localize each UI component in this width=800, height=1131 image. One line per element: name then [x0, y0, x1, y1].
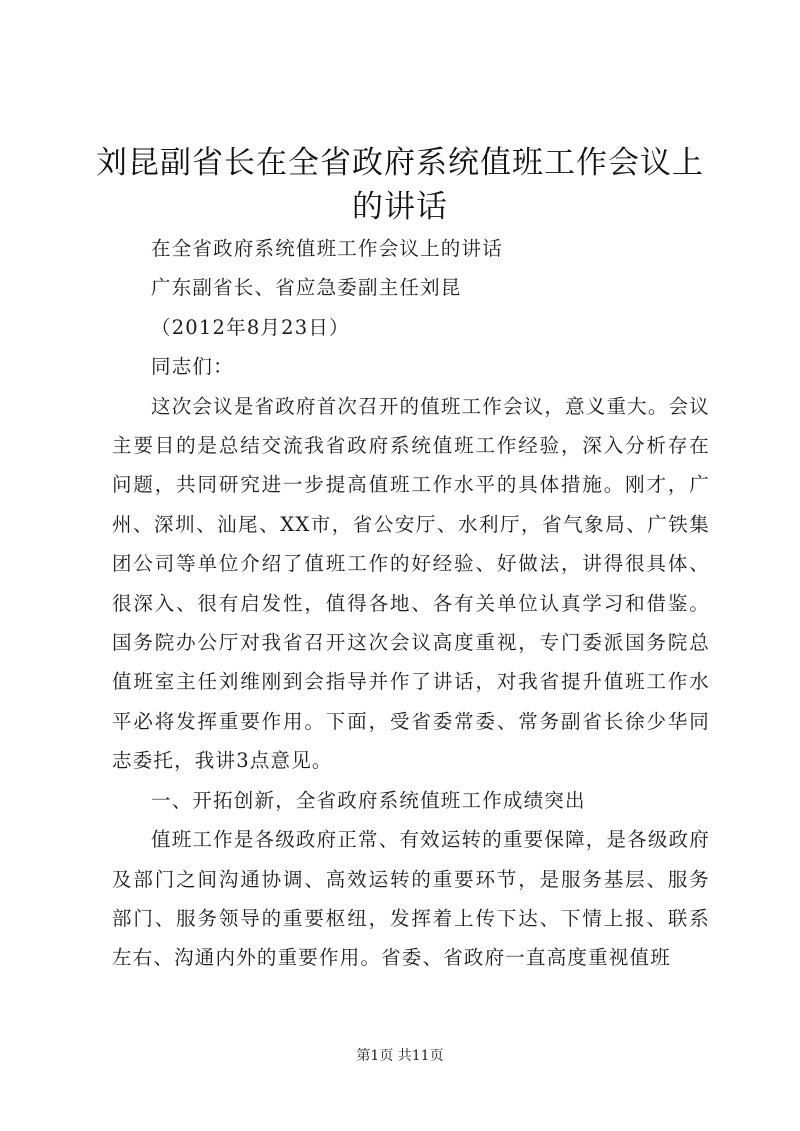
section-heading-1: 一、开拓创新，全省政府系统值班工作成绩突出 — [151, 788, 586, 812]
date-line: （2012年8月23日） — [151, 315, 350, 339]
document-body — [112, 229, 710, 978]
speaker-line: 广东副省长、省应急委副主任刘昆 — [151, 276, 462, 300]
salutation: 同志们： — [151, 355, 234, 379]
document-title: 刘昆副省长在全省政府系统值班工作会议上的讲话 — [96, 145, 704, 225]
document-subtitle: 在全省政府系统值班工作会议上的讲话 — [151, 237, 503, 260]
paragraph-section-1: 值班工作是各级政府正常、有效运转的重要保障，是各级政府及部门之间沟通协调、高效运转的重要环节，是服务基层、服务部门、服务领导的重要枢纽，发挥着上传下达、下情上报、联系左右、沟通内外的重要作用。省委、省政府一直高度重视值班 — [112, 828, 710, 970]
page-footer: 第1页 共11页 — [356, 1048, 444, 1064]
paragraph-intro: 这次会议是省政府首次召开的值班工作会议，意义重大。会议主要目的是总结交流我省政府系统值班工作经验，深入分析存在问题，共同研究进一步提高值班工作水平的具体措施。刚才，广州、深圳、汕尾、XX市，省公安厅、水利厅，省气象局、广铁集团公司等单位介绍了值班工作的好经验、好做法，讲得很具体、很深入、很有启发性，值得各地、各有关单位认真学习和借鉴。国务院办公厅对我省召开这次会议高度重视，专门委派国务院总值班室主任刘维刚到会指导并作了讲话，对我省提升值班工作水平必将发挥重要作用。下面，受省委常委、常务副省长徐少华同志委托，我讲3点意见。 — [112, 394, 710, 773]
